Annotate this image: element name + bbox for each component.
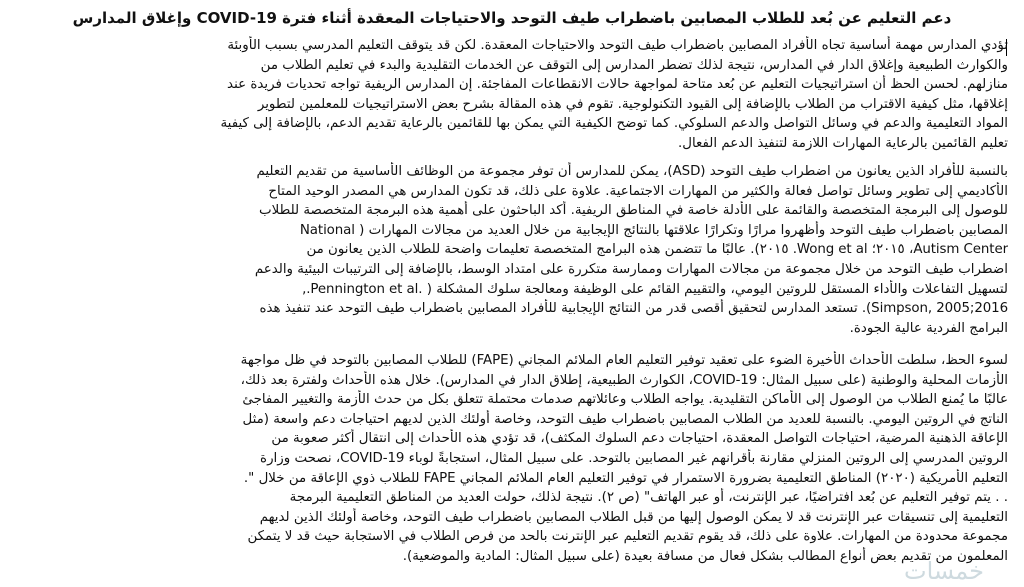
text-line: Autism Center، ٢٠١٥؛ Wong et al. ٢٠١٥). عالبًا ما تتضمن هذه البرامج المتخصصة تعليمات واضحة للطلاب الذين يعانون من [306,242,1008,258]
text-line: التعليمية إلى تنسيقات عبر الإنترنت قد لا يمكن الوصول إليها من قبل الطلاب المصابين باضطراب طيف التوحد، وخاصة أولئك الذين لديهم [259,509,1008,525]
text-line: المصابين باضطراب طيف التوحد وأظهروا مرارًا وتكرارًا علاقتها بالنتائج الإيجابية من خلال العديد من مجالات المهارات ( National [299,222,1008,238]
text-line: لتسهيل التفاعلات والأداء المستقل للروتين اليومي، والتقييم القائم على الوظيفة ومعالجة سلوك المشكلة ( .Pennington et al., [302,281,1008,297]
text-line: منازلهم. لحسن الحظ أن استراتيجيات التعليم عن بُعد متاحة لمواجهة حالات الانقطاعات المفاجئة. إن المدارس الريفية تواجه تحديات فريدة عند [227,77,1008,93]
text-line: عالبًا ما يُمنع الطلاب من الوصول إلى الأماكن التقليدية. يواجه الطلاب وعائلاتهم صدمات محتملة تتعلق بكل من حدث الأزمة والتغيير المفاجئ [242,392,1008,408]
paragraph-1[interactable] [38,36,1008,154]
text-line: المعلمون من تقديم بعض أنواع المطالب بشكل فعال من مسافة بعيدة (على سبيل المثال: المادية والموضعية). [402,548,1008,564]
text-line: والكوارث الطبيعية وإغلاق الدار في المدارس، نتيجة لذلك تضطر المدارس إلى التوقف عن الخدمات التقليدية والبدء في تعليم الطلاب من [260,57,1008,73]
text-line: إغلاقها، مثل كيفية الاقتراب من الطلاب بالإضافة إلى القيود التكنولوجية. تقوم في هذه المقالة بشرح بعض الاستراتيجيات للمعلمين لتطوير [257,96,1008,112]
text-line: التعليم الأمريكية (٢٠٢٠) المناطق التعليمية بضرورة الاستمرار في توفير التعليم العام الملائم المجاني FAPE للطلاب ذوي الإعاقة من خلال ". [243,470,1008,486]
text-line: بالنسبة للأفراد الذين يعانون من اضطراب طيف التوحد (ASD)، يمكن للمدارس أن توفر مجموعة من الوظائف الأساسية من تقديم التعليم [256,164,1008,179]
text-line: الأكاديمي إلى تطوير وسائل تواصل فعالة والكثير من المهارات الاجتماعية. علاوة على ذلك، قد تكون المدارس هي المصدر الوحيد المتاح [268,183,1008,199]
text-line: المواد التعليمية والدعم في وسائل التواصل والدعم السلوكي. كما توضح الكيفية التي يمكن بها للقائمين بالرعاية تقديم الدعم، بالإضافة إلى كيفية [220,116,1008,132]
text-line: البرامج الفردية عالية الجودة. [849,320,1008,336]
text-line: الروتين المدرسي إلى الروتين المنزلي مقارنة بأقرانهم غير المصابين بالتوحد. على سبيل المثال، استجابةً لوباء COVID-19، نصحت وزارة [260,450,1008,466]
text-line: اضطراب طيف التوحد من خلال مجموعة من مجالات المهارات وممارسة متكررة على امتداد الوسط، بالإضافة إلى الترتيبات البيئية والدعم [254,261,1008,277]
document-title: دعم التعليم عن بُعد للطلاب المصابين باضطراب طيف التوحد والاحتياجات المعقدة أثناء فترة COVID-19 وإغلاق المدارس [72,9,952,27]
watermark-logo: خمسات [903,557,984,585]
text-line: مجموعة محدودة من المهارات. علاوة على ذلك، قد يقوم تقديم التعليم عبر الإنترنت بالحد من فرص الطلاب في الاستجابة حيث قد لا يتمكن [247,529,1008,545]
text-line: . . يتم توفير التعليم عن بُعد افتراضيًا، عبر الإنترنت، أو عبر الهاتف" (ص ٢). نتيجة لذلك، حولت العديد من المناطق التعليمية البرمجة [289,490,1008,506]
text-line: لسوء الحظ، سلطت الأحداث الأخيرة الضوء على تعقيد توفير التعليم العام الملائم المجاني (FAPE) للطلاب المصابين بالتوحد في ظل مواجهة [240,353,1008,368]
text-line: تعليم القائمين بالرعاية المهارات اللازمة لتنفيذ الدعم الفعال. [677,135,1008,151]
text-line: الناتج في الروتين اليومي. بالنسبة للعديد من الطلاب المصابين باضطراب طيف التوحد، وخاصة أولئك الذين لديهم احتياجات دعم واسعة (مثل [242,411,1008,427]
paragraph-3[interactable] [38,351,1008,567]
text-line: الأزمات المحلية والوطنية (على سبيل المثال: COVID-19، الكوارث الطبيعية، إطلاق الدار في المدارس). خلال هذه الأحداث ولفترة بعد ذلك، [240,372,1008,388]
text-line: للوصول إلى البرمجة المتخصصة والقائمة على الأدلة خاصة في المناطق الريفية. أكد الباحثون على أهمية هذه البرمجة المتخصصة للطلاب [259,203,1008,219]
paragraph-2[interactable] [38,162,1008,338]
text-line: 2016;Simpson, 2005). تستعد المدارس لتحقيق أقصى قدر من النتائج الإيجابية للأفراد المصابين باضطراب طيف التوحد عند تنفيذ هذه [259,301,1008,317]
text-line: الإعاقة الذهنية المرضية، احتياجات التواصل المعقدة، احتياجات دعم السلوك المكثف)، قد تؤدي هذه الأحداث إلى انتقال أكثر صعوبة من [271,431,1008,447]
text-line: تؤدي المدارس مهمة أساسية تجاه الأفراد المصابين باضطراب طيف التوحد والاحتياجات المعقدة. لكن قد يتوقف التعليم المدرسي بسبب الأوبئة [227,38,1008,53]
